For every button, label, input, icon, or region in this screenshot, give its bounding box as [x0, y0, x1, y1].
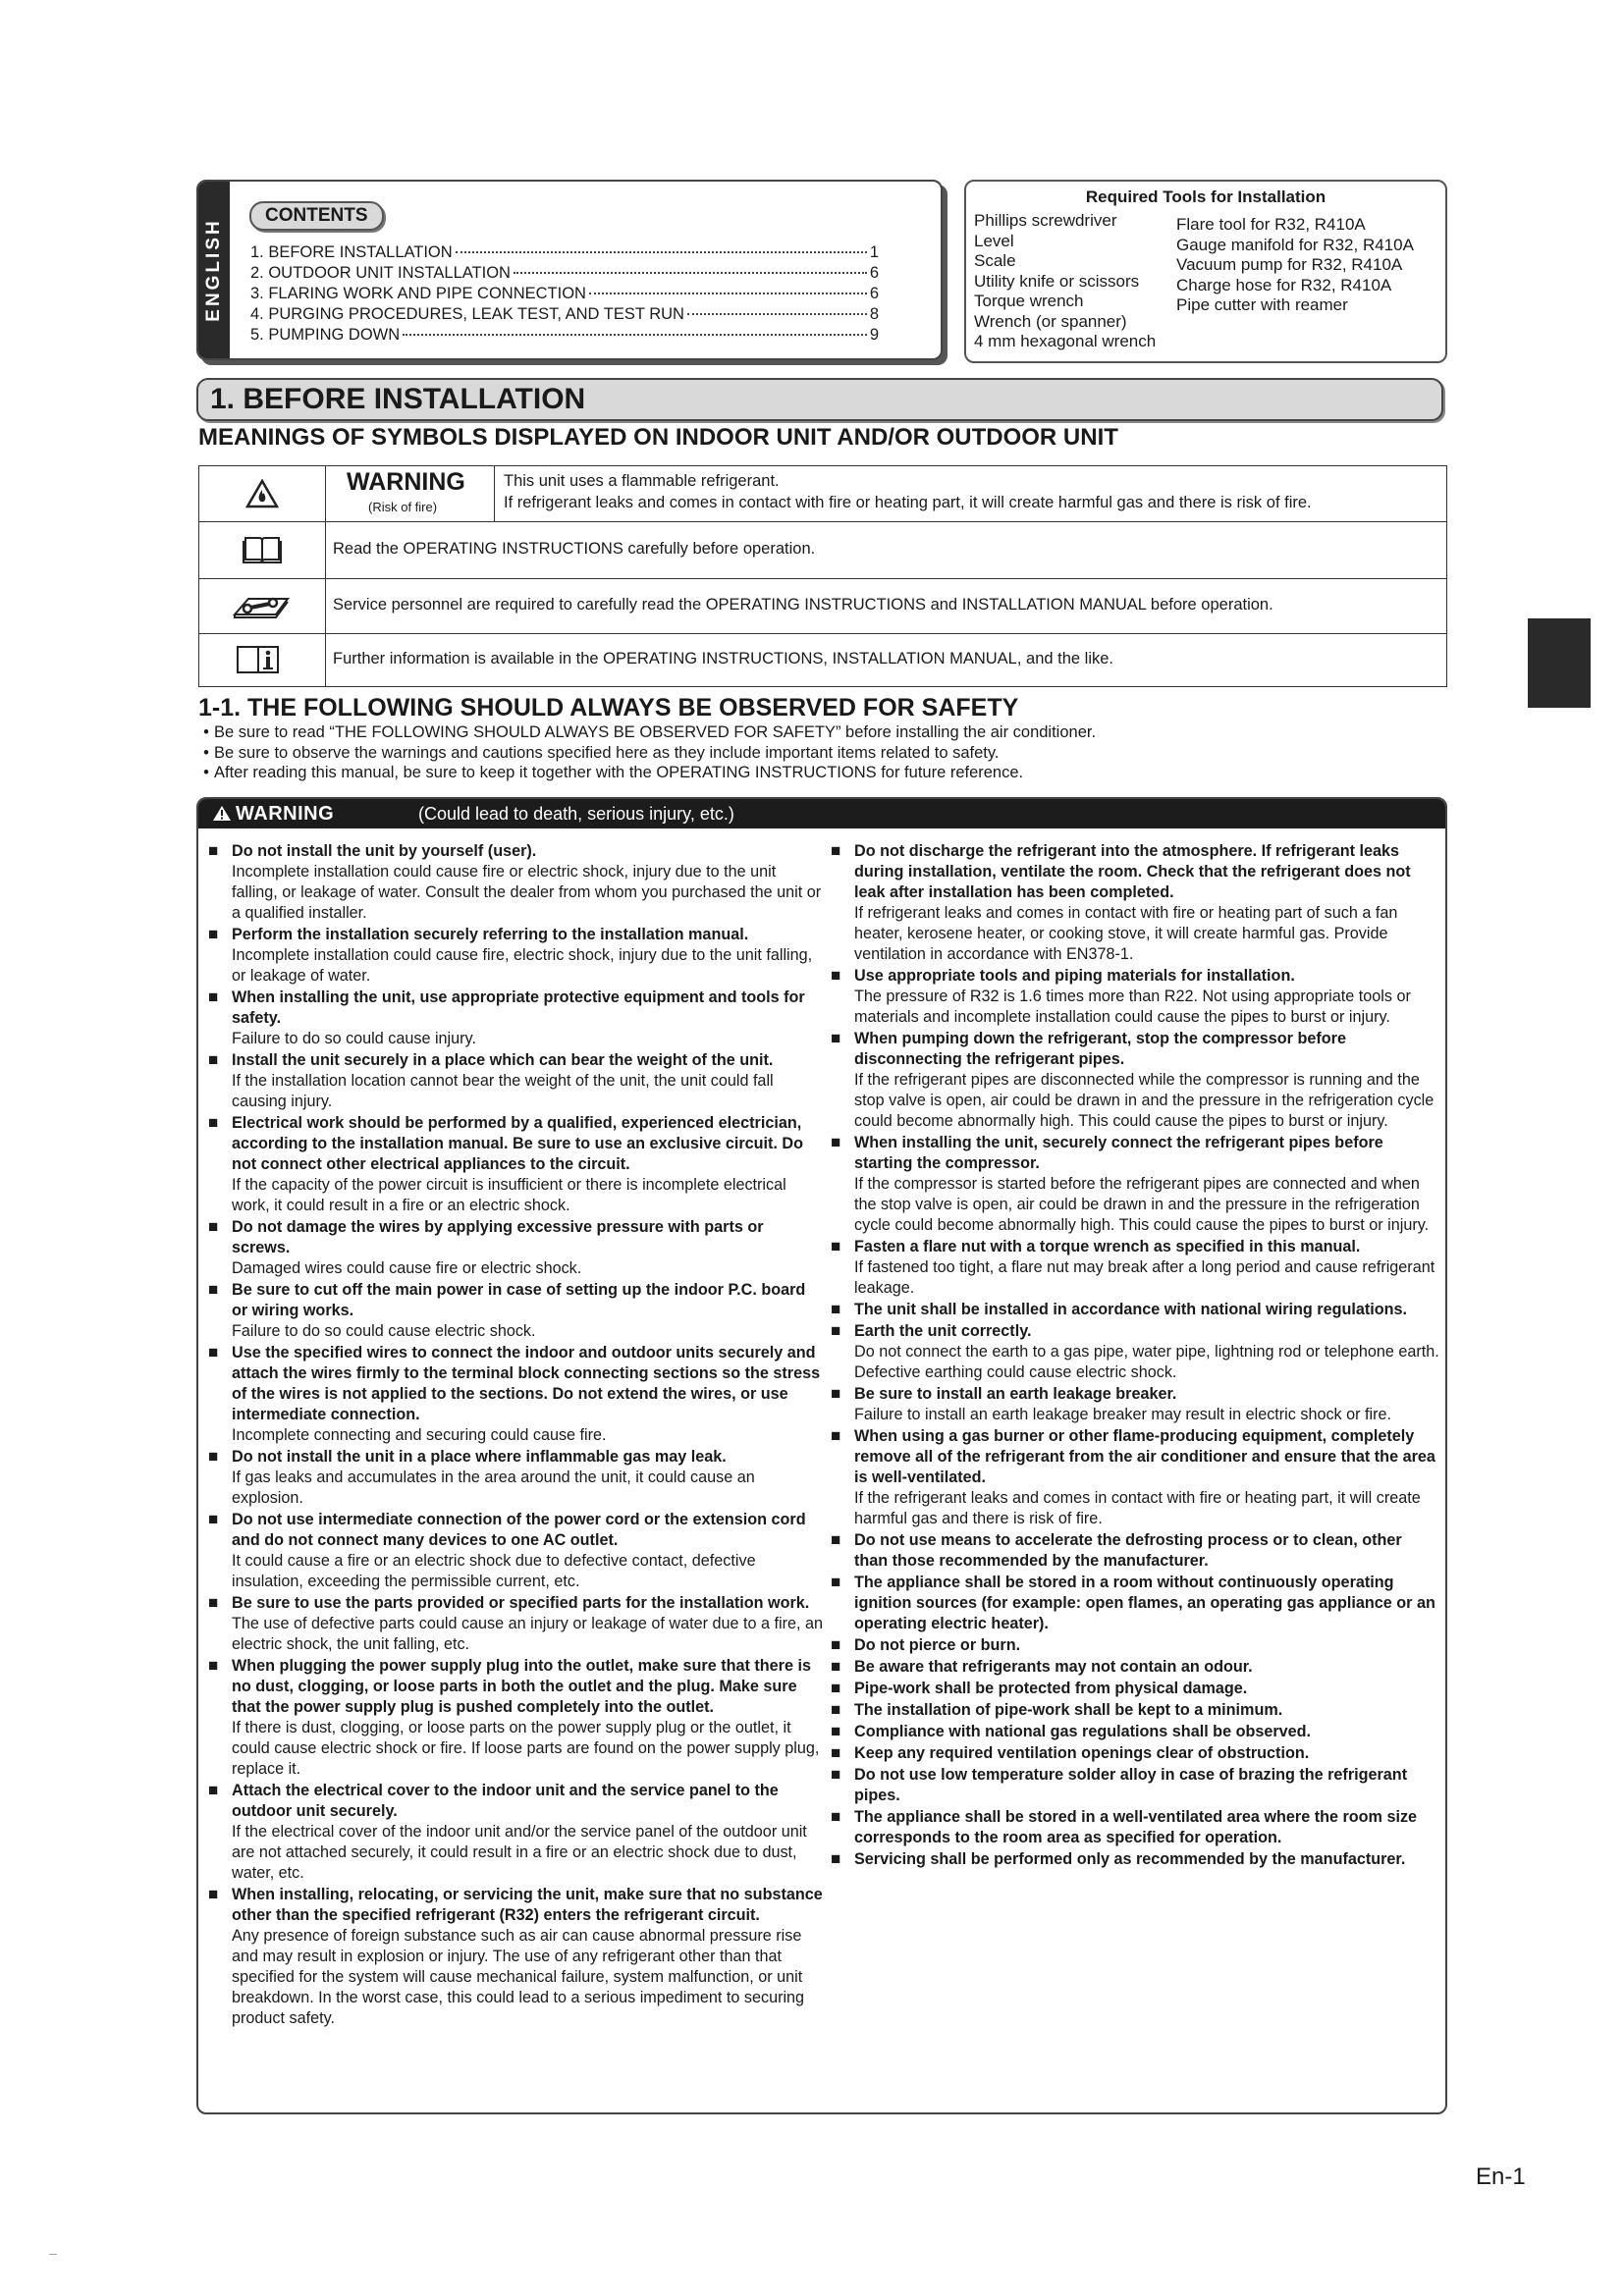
language-label: ENGLISH	[203, 218, 224, 322]
toc-entry-label: 2. OUTDOOR UNIT INSTALLATION	[250, 264, 511, 282]
warning-item-heading: ■ Be sure to install an earth leakage breaker.	[831, 1383, 1439, 1405]
warning-item	[208, 840, 825, 924]
service-wrench-book-icon	[199, 578, 326, 633]
warning-label-cell	[325, 466, 495, 521]
warning-item	[831, 1742, 1439, 1764]
contents-title: CONTENTS	[249, 201, 384, 231]
tool-item: Utility knife or scissors	[974, 271, 1140, 291]
warning-item-heading: ■ When pumping down the refrigerant, stop the compressor before disconnecting the refrigerant pipes.	[831, 1028, 1439, 1070]
warning-item-heading: ■ Do not pierce or burn.	[831, 1634, 1439, 1656]
warning-item-heading: ■ Do not use intermediate connection of the power cord or the extension cord and do not connect many devices to one AC outlet.	[208, 1509, 825, 1551]
warning-right-column	[831, 840, 1439, 1870]
warning-item-body: The pressure of R32 is 1.6 times more than R22. Not using appropriate tools or materials and incomplete installation could cause the pipes to burst or injury.	[854, 988, 1411, 1026]
toc-entry-label: 3. FLARING WORK AND PIPE CONNECTION	[250, 285, 586, 302]
warning-subtitle: (Could lead to death, serious injury, etc.)	[418, 804, 734, 824]
warning-item	[208, 1509, 825, 1592]
warning-item-body: Damaged wires could cause fire or electric shock.	[232, 1259, 582, 1277]
info-book-icon	[199, 633, 326, 686]
warning-item-heading: ■ Do not install the unit in a place where inflammable gas may leak.	[208, 1446, 825, 1468]
toc-entry	[250, 284, 879, 304]
warning-item-heading: ■ Servicing shall be performed only as recommended by the manufacturer.	[831, 1848, 1439, 1870]
toc-entry-label: 5. PUMPING DOWN	[250, 326, 401, 344]
warning-item-heading: ■ Pipe-work shall be protected from physical damage.	[831, 1678, 1439, 1699]
warning-item	[831, 1236, 1439, 1299]
warning-item-heading: ■ Do not use low temperature solder alloy in case of brazing the refrigerant pipes.	[831, 1764, 1439, 1806]
warning-item	[831, 1699, 1439, 1721]
warning-item-heading: ■ Install the unit securely in a place which can bear the weight of the unit.	[208, 1049, 825, 1071]
toc-entry-page: 8	[869, 305, 879, 323]
required-tools-box	[964, 180, 1447, 363]
warning-item	[208, 1112, 825, 1216]
warning-box	[196, 797, 1447, 2114]
warning-item-heading: ■ Be sure to use the parts provided or specified parts for the installation work.	[208, 1592, 825, 1614]
toc-leader	[403, 334, 867, 336]
warning-item-heading: ■ Do not install the unit by yourself (user).	[208, 840, 825, 862]
warning-item-body: If refrigerant leaks and comes in contact with fire or heating part of such a fan heater, kerosene heater, or cooking stove, it will create harmful gas. Provide ventilation in accordance with EN378-1.	[854, 904, 1398, 963]
warning-bar	[198, 799, 1445, 828]
tool-item: Gauge manifold for R32, R410A	[1176, 235, 1414, 254]
warning-item	[208, 1216, 825, 1279]
symbol-row-service	[199, 578, 1446, 634]
warning-item	[831, 1656, 1439, 1678]
warning-line-2: If refrigerant leaks and comes in contact with fire or heating part, it will create harmful gas and there is risk of fire.	[504, 494, 1312, 511]
tool-item: Flare tool for R32, R410A	[1176, 215, 1366, 234]
tool-item: 4 mm hexagonal wrench	[974, 332, 1157, 350]
warning-item	[831, 1320, 1439, 1383]
warning-left-column	[208, 840, 825, 2029]
warning-item-body: If there is dust, clogging, or loose parts on the power supply plug or the outlet, it could cause electric shock or fire. If loose parts are found on the power supply plug, replace it.	[232, 1719, 820, 1778]
tool-item: Wrench (or spanner)	[974, 311, 1127, 331]
warning-item-body: Incomplete installation could cause fire or electric shock, injury due to the unit falling, or leakage of water. Consult the dealer from whom you purchased the unit or a qualified installer.	[232, 863, 822, 922]
warning-item	[831, 1764, 1439, 1806]
tool-item: Torque wrench	[974, 292, 1084, 310]
tools-right-list	[1176, 215, 1414, 316]
warning-item	[831, 1634, 1439, 1656]
warning-header-label: WARNING	[236, 803, 335, 825]
warning-item-heading: ■ Use appropriate tools and piping materials for installation.	[831, 965, 1439, 987]
warning-item-body: If the capacity of the power circuit is insufficient or there is incomplete electrical work, it could result in a fire or an electric shock.	[232, 1176, 786, 1214]
safety-title: 1-1. THE FOLLOWING SHOULD ALWAYS BE OBSERVED FOR SAFETY	[198, 694, 1019, 721]
warning-item-heading: ■ Use the specified wires to connect the indoor and outdoor units securely and attach the wires firmly to the terminal block connecting sections so the stress of the wires is not applied to the sections. Do not extend the wires, or use intermediate connection.	[208, 1342, 825, 1425]
warning-item	[208, 1655, 825, 1780]
warning-item	[831, 840, 1439, 965]
tool-item: Pipe cutter with reamer	[1176, 295, 1348, 314]
tools-left-list	[974, 211, 1156, 352]
warning-item-body: If the electrical cover of the indoor unit and/or the service panel of the outdoor unit are not attached securely, it could result in a fire or an electric shock due to dust, water, etc.	[232, 1823, 807, 1882]
warning-item-heading: ■ Electrical work should be performed by a qualified, experienced electrician, according to the installation manual. Be sure to use an exclusive circuit. Do not connect other electrical appliances to the circuit.	[208, 1112, 825, 1175]
warning-item-body: If fastened too tight, a flare nut may break after a long period and cause refrigerant leakage.	[854, 1258, 1435, 1297]
warning-item-body: Failure to install an earth leakage breaker may result in electric shock or fire.	[854, 1406, 1392, 1423]
warning-item-body: If gas leaks and accumulates in the area around the unit, it could cause an explosion.	[232, 1468, 755, 1507]
toc-leader	[456, 251, 867, 253]
toc-entry	[250, 304, 879, 325]
warning-item	[208, 1592, 825, 1655]
warning-item-heading: ■ Perform the installation securely referring to the installation manual.	[208, 924, 825, 945]
toc-entry	[250, 263, 879, 284]
warning-item-heading: ■ The appliance shall be stored in a well-ventilated area where the room size corresponds to the room area as specified for operation.	[831, 1806, 1439, 1848]
section-header	[196, 378, 1443, 421]
toc-entry-page: 1	[869, 243, 879, 261]
footer-mark: –	[49, 2245, 57, 2261]
warning-item-heading: ■ The unit shall be installed in accordance with national wiring regulations.	[831, 1299, 1439, 1320]
section-title: 1. BEFORE INSTALLATION	[210, 383, 586, 415]
warning-item-heading: ■ The appliance shall be stored in a room without continuously operating ignition sources (for example: open flames, an operating gas appliance or an operating electric heater).	[831, 1572, 1439, 1634]
warning-item-body: Failure to do so could cause injury.	[232, 1030, 476, 1047]
toc-entry-label: 4. PURGING PROCEDURES, LEAK TEST, AND TEST RUN	[250, 305, 684, 323]
toc-entry-page: 6	[869, 285, 879, 302]
tool-item: Scale	[974, 251, 1016, 270]
warning-item	[831, 1383, 1439, 1425]
tool-item: Charge hose for R32, R410A	[1176, 275, 1392, 294]
warning-item-heading: ■ The installation of pipe-work shall be kept to a minimum.	[831, 1699, 1439, 1721]
warning-item-heading: ■ When installing the unit, securely connect the refrigerant pipes before starting the compressor.	[831, 1132, 1439, 1174]
warning-item	[208, 1279, 825, 1342]
warning-item-heading: ■ Do not discharge the refrigerant into the atmosphere. If refrigerant leaks during installation, ventilate the room. Check that the refrigerant does not leak after installation has been completed.	[831, 840, 1439, 903]
safety-bullet: • Be sure to observe the warnings and cautions specified here as they include important items related to safety.	[198, 743, 1096, 764]
warning-item-heading: ■ Compliance with national gas regulations shall be observed.	[831, 1721, 1439, 1742]
warning-risk-label: (Risk of fire)	[368, 500, 438, 514]
symbol-row-info	[199, 633, 1446, 686]
warning-item-heading: ■ When installing, relocating, or servicing the unit, make sure that no substance other than the specified refrigerant (R32) enters the refrigerant circuit.	[208, 1884, 825, 1926]
contents-box	[196, 180, 943, 360]
warning-item	[208, 1780, 825, 1884]
tool-item: Level	[974, 231, 1014, 250]
warning-item	[831, 1132, 1439, 1236]
warning-item-heading: ■ Attach the electrical cover to the indoor unit and the service panel to the outdoor unit securely.	[208, 1780, 825, 1822]
warning-item	[831, 965, 1439, 1028]
safety-bullets	[198, 722, 1096, 783]
safety-bullet: • Be sure to read “THE FOLLOWING SHOULD ALWAYS BE OBSERVED FOR SAFETY” before installing the air conditioner.	[198, 722, 1096, 743]
toc-leader	[687, 313, 867, 315]
toc-entry-label: 1. BEFORE INSTALLATION	[250, 243, 453, 261]
warning-item-heading: ■ When plugging the power supply plug into the outlet, make sure that there is no dust, clogging, or loose parts in both the outlet and the plug. Make sure that the power supply plug is pushed completely into the outlet.	[208, 1655, 825, 1718]
symbol-row-warning	[199, 466, 1446, 522]
book-icon	[199, 521, 326, 578]
warning-item-body: Failure to do so could cause electric shock.	[232, 1322, 536, 1340]
warning-item	[831, 1721, 1439, 1742]
warning-triangle-icon	[212, 805, 232, 822]
symbols-heading: MEANINGS OF SYMBOLS DISPLAYED ON INDOOR UNIT AND/OR OUTDOOR UNIT	[198, 424, 1118, 451]
warning-item-heading: ■ Keep any required ventilation openings clear of obstruction.	[831, 1742, 1439, 1764]
warning-item-body: Incomplete installation could cause fire, electric shock, injury due to the unit falling, or leakage of water.	[232, 946, 813, 985]
toc-leader	[514, 272, 867, 274]
warning-item-heading: ■ Be aware that refrigerants may not contain an odour.	[831, 1656, 1439, 1678]
warning-item	[831, 1678, 1439, 1699]
warning-item-body: If the refrigerant leaks and comes in contact with fire or heating part, it will create harmful gas and there is risk of fire.	[854, 1489, 1421, 1527]
chapter-side-tab	[1528, 618, 1591, 708]
warning-item-body: Do not connect the earth to a gas pipe, water pipe, lightning rod or telephone earth. Defective earthing could cause electric shock.	[854, 1343, 1439, 1381]
symbol-row-read-manual	[199, 521, 1446, 579]
warning-item	[831, 1425, 1439, 1529]
flammable-warning-icon	[199, 466, 326, 521]
warning-item-heading: ■ Do not damage the wires by applying excessive pressure with parts or screws.	[208, 1216, 825, 1258]
warning-item	[208, 924, 825, 987]
warning-item-heading: ■ When using a gas burner or other flame-producing equipment, completely remove all of the refrigerant from the air conditioner and ensure that the area is well-ventilated.	[831, 1425, 1439, 1488]
warning-item-body: If the installation location cannot bear the weight of the unit, the unit could fall causing injury.	[232, 1072, 774, 1110]
warning-item-body: It could cause a fire or an electric shock due to defective contact, defective insulation, exceeding the permissible current, etc.	[232, 1552, 756, 1590]
warning-label: WARNING	[347, 468, 465, 496]
read-manual-text: Read the OPERATING INSTRUCTIONS carefully before operation.	[333, 540, 816, 558]
info-text: Further information is available in the OPERATING INSTRUCTIONS, INSTALLATION MANUAL, and the like.	[333, 650, 1113, 667]
warning-item-body: Incomplete connecting and securing could cause fire.	[232, 1426, 607, 1444]
warning-item	[831, 1572, 1439, 1634]
warning-item-heading: ■ Fasten a flare nut with a torque wrench as specified in this manual.	[831, 1236, 1439, 1257]
warning-item	[208, 1342, 825, 1446]
tools-title: Required Tools for Installation	[1085, 187, 1326, 206]
warning-item-body: If the compressor is started before the refrigerant pipes are connected and when the stop valve is open, air could be drawn in and the pressure in the refrigeration cycle could become abnormally high. This could cause the pipes to burst or injury.	[854, 1175, 1430, 1234]
tool-item: Vacuum pump for R32, R410A	[1176, 255, 1403, 274]
warning-item	[831, 1299, 1439, 1320]
warning-line-1: This unit uses a flammable refrigerant.	[504, 472, 780, 490]
toc-entry-page: 6	[869, 264, 879, 282]
warning-item-body: The use of defective parts could cause an injury or leakage of water due to a fire, an electric shock, the unit falling, etc.	[232, 1615, 823, 1653]
warning-item-heading: ■ Do not use means to accelerate the defrosting process or to clean, other than those recommended by the manufacturer.	[831, 1529, 1439, 1572]
warning-item	[208, 1446, 825, 1509]
warning-item	[831, 1848, 1439, 1870]
page-number: En-1	[1476, 2163, 1526, 2190]
safety-bullet: • After reading this manual, be sure to keep it together with the OPERATING INSTRUCTIONS for future reference.	[198, 763, 1096, 783]
warning-item	[831, 1529, 1439, 1572]
warning-item-heading: ■ Earth the unit correctly.	[831, 1320, 1439, 1342]
warning-item	[831, 1028, 1439, 1132]
warning-header	[212, 803, 334, 826]
contents-list	[250, 242, 879, 346]
warning-item	[208, 1884, 825, 2029]
symbols-table	[198, 465, 1447, 687]
warning-item-heading: ■ When installing the unit, use appropriate protective equipment and tools for safety.	[208, 987, 825, 1029]
warning-item-body: If the refrigerant pipes are disconnected while the compressor is running and the stop valve is open, air could be drawn in and the pressure in the refrigeration cycle could become abnormally high. This could cause the pipes to burst or injury.	[854, 1071, 1435, 1130]
warning-item	[208, 987, 825, 1049]
toc-leader	[589, 293, 867, 294]
warning-item	[208, 1049, 825, 1112]
warning-item-body: Any presence of foreign substance such as air can cause abnormal pressure rise and may result in explosion or injury. The use of any refrigerant other than that specified for the system will cause mechanical failure, system malfunction, or unit breakdown. In the worst case, this could lead to a serious impediment to securing product safety.	[232, 1927, 805, 2027]
warning-item-heading: ■ Be sure to cut off the main power in case of setting up the indoor P.C. board or wiring works.	[208, 1279, 825, 1321]
service-text: Service personnel are required to carefully read the OPERATING INSTRUCTIONS and INSTALLATION MANUAL before operation.	[333, 596, 1273, 614]
language-strip	[198, 182, 230, 358]
toc-entry	[250, 242, 879, 263]
toc-entry-page: 9	[869, 326, 879, 344]
toc-entry	[250, 325, 879, 346]
warning-item	[831, 1806, 1439, 1848]
tool-item: Phillips screwdriver	[974, 211, 1117, 230]
